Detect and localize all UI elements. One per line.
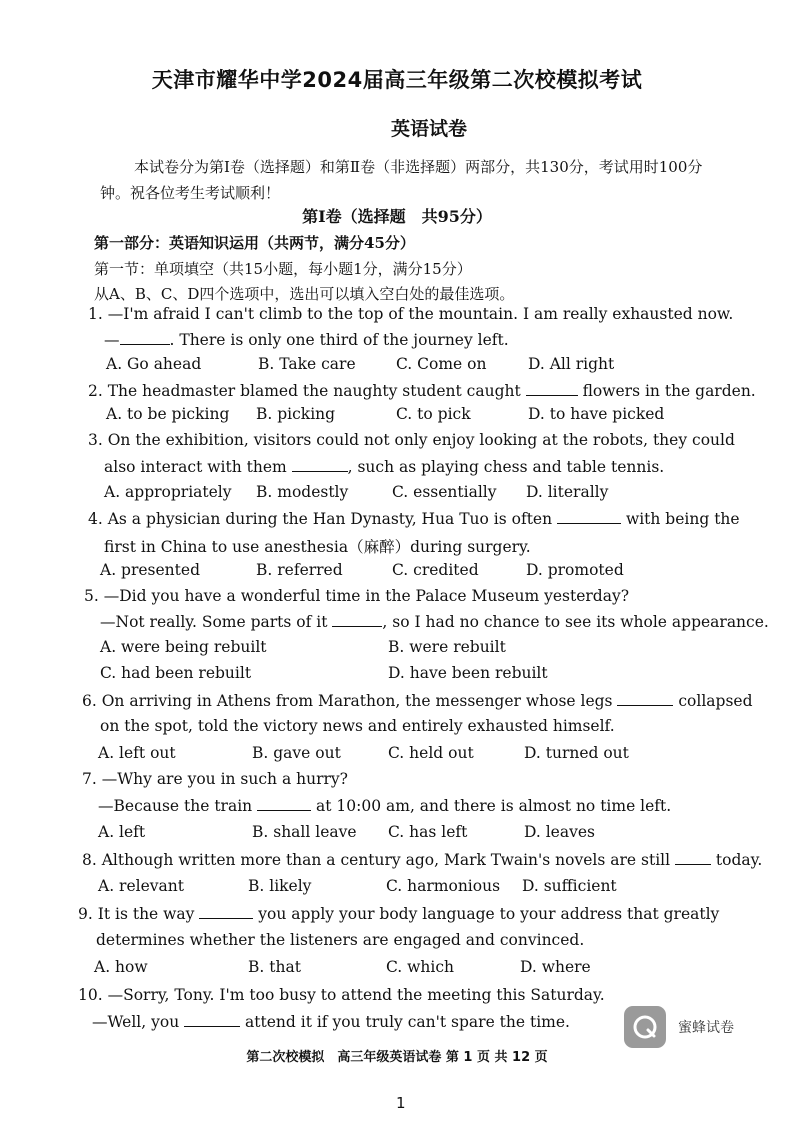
option-a: A. Go ahead: [106, 355, 202, 373]
exam-title: 天津市耀华中学2024届高三年级第二次校模拟考试: [151, 68, 643, 92]
answer-blank: [199, 904, 253, 919]
question-text: on the spot, told the victory news and entirely exhausted himself.: [100, 717, 615, 735]
answer-blank: [557, 509, 621, 524]
section-1-heading: 第一部分：英语知识运用（共两节，满分45分）: [94, 234, 415, 252]
answer-blank: [184, 1012, 240, 1027]
question-number: 1.: [88, 305, 108, 323]
question-5-line-2: [100, 612, 769, 631]
option-a: A. relevant: [98, 877, 184, 895]
question-text: determines whether the listeners are engaged and convinced.: [96, 931, 585, 949]
question-text: . There is only one third of the journey left.: [169, 331, 509, 349]
option-c: C. held out: [388, 744, 474, 762]
answer-blank: [617, 691, 673, 706]
question-text: flowers in the garden.: [577, 382, 756, 400]
question-text: attend it if you truly can't spare the time.: [240, 1013, 570, 1031]
answer-blank: [120, 330, 170, 345]
question-5-line-1: [84, 587, 629, 605]
option-c: C. harmonious: [386, 877, 501, 895]
option-d: D. sufficient: [522, 877, 617, 895]
question-text: On the exhibition, visitors could not only enjoy looking at the robots, they could: [107, 431, 735, 449]
question-text: —Sorry, Tony. I'm too busy to attend the meeting this Saturday.: [107, 986, 605, 1004]
question-3-line-1: [88, 431, 735, 449]
question-text: at 10:00 am, and there is almost no time left.: [311, 797, 672, 815]
question-text: The headmaster blamed the naughty student caught: [107, 382, 526, 400]
question-text: —Why are you in such a hurry?: [101, 770, 348, 788]
option-d: D. leaves: [524, 823, 595, 841]
option-d: D. have been rebuilt: [388, 664, 548, 682]
exam-subject: 英语试卷: [390, 118, 467, 140]
question-text: Although written more than a century ago, Mark Twain's novels are still: [101, 851, 675, 869]
question-text: —Not really. Some parts of it: [100, 613, 333, 631]
question-3-line-2: [104, 457, 664, 476]
option-b: B. likely: [248, 877, 312, 895]
question-text: you apply your body language to your address that greatly: [253, 905, 720, 923]
question-number: 6.: [82, 692, 102, 710]
answer-blank: [332, 612, 382, 627]
option-d: D. All right: [528, 355, 615, 373]
option-a: A. left: [98, 823, 146, 841]
question-text: collapsed: [673, 692, 753, 710]
question-6-line-2: [100, 717, 615, 735]
option-d: D. where: [520, 958, 591, 976]
answer-blank: [526, 381, 578, 396]
answer-blank: [257, 796, 311, 811]
option-c: C. credited: [392, 561, 479, 579]
watermark-text: 蜜蜂试卷: [678, 1020, 734, 1036]
question-number: 10.: [78, 986, 108, 1004]
question-2-line-1: [88, 381, 756, 400]
question-9-line-2: [96, 931, 584, 949]
option-c: C. had been rebuilt: [100, 664, 252, 682]
option-b: B. modestly: [256, 483, 349, 501]
question-number: 3.: [88, 431, 108, 449]
question-text: today.: [711, 851, 763, 869]
exam-intro: 本试卷分为第Ⅰ卷（选择题）和第Ⅱ卷（非选择题）两部分，共130分，考试用时100分钟。祝各位考生考试顺利！: [100, 158, 703, 202]
answer-blank: [675, 850, 711, 865]
question-4-line-2: [104, 535, 531, 557]
question-text: —I'm afraid I can't climb to the top of the mountain. I am really exhausted now.: [107, 305, 734, 323]
question-6-line-1: [82, 691, 753, 710]
question-1-line-2: [104, 330, 509, 349]
question-1-line-1: [88, 305, 733, 323]
option-a: A. to be picking: [106, 405, 230, 423]
question-text: —Because the train: [98, 797, 258, 815]
option-a: A. how: [94, 958, 148, 976]
option-a: A. presented: [100, 561, 200, 579]
question-number: 4.: [88, 510, 108, 528]
option-a: A. were being rebuilt: [100, 638, 267, 656]
question-number: 7.: [82, 770, 102, 788]
question-8-line-1: [82, 850, 762, 869]
question-number: 5.: [84, 587, 104, 605]
part-title: 第Ⅰ卷（选择题 共95分）: [302, 207, 492, 226]
option-d: D. turned out: [524, 744, 629, 762]
option-c: C. Come on: [396, 355, 487, 373]
question-number: 8.: [82, 851, 102, 869]
option-c: C. has left: [388, 823, 468, 841]
page-footer: 第二次校模拟 高三年级英语试卷 第 1 页 共 12 页: [246, 1050, 548, 1065]
option-b: B. picking: [256, 405, 336, 423]
option-d: D. literally: [526, 483, 609, 501]
instruction-text: 从A、B、C、D四个选项中，选出可以填入空白处的最佳选项。: [94, 285, 515, 303]
question-text: —: [104, 331, 120, 349]
question-text: , so I had no chance to see its whole appearance.: [382, 613, 769, 631]
question-text: —Did you have a wonderful time in the Palace Museum yesterday?: [103, 587, 630, 605]
question-text: , such as playing chess and table tennis.: [347, 458, 665, 476]
option-a: A. appropriately: [104, 483, 232, 501]
option-c: C. which: [386, 958, 455, 976]
option-d: D. promoted: [526, 561, 624, 579]
option-b: B. shall leave: [252, 823, 357, 841]
question-text: —Well, you: [92, 1013, 185, 1031]
option-b: B. referred: [256, 561, 343, 579]
option-c: C. essentially: [392, 483, 497, 501]
page-number: 1: [396, 1094, 406, 1112]
question-text: As a physician during the Han Dynasty, Hua Tuo is often: [107, 510, 558, 528]
question-text: with being the: [621, 510, 740, 528]
question-10-line-1: [78, 986, 605, 1004]
question-text: It is the way: [97, 905, 200, 923]
option-b: B. were rebuilt: [388, 638, 506, 656]
option-b: B. gave out: [252, 744, 341, 762]
question-7-line-1: [82, 770, 348, 788]
answer-blank: [292, 457, 348, 472]
question-text: also interact with them: [104, 458, 292, 476]
option-a: A. left out: [98, 744, 176, 762]
question-7-line-2: [98, 796, 671, 815]
option-c: C. to pick: [396, 405, 471, 423]
question-text: On arriving in Athens from Marathon, the messenger whose legs: [101, 692, 618, 710]
question-number: 9.: [78, 905, 98, 923]
watermark: [624, 1004, 754, 1050]
question-text: first in China to use anesthesia（麻醉）during surgery.: [104, 538, 531, 556]
bee-logo-icon: [624, 1006, 666, 1048]
option-d: D. to have picked: [528, 405, 665, 423]
section-2-heading: 第一节：单项填空（共15小题，每小题1分，满分15分）: [94, 260, 472, 278]
question-4-line-1: [88, 509, 740, 528]
question-9-line-1: [78, 904, 719, 923]
option-b: B. Take care: [258, 355, 356, 373]
question-number: 2.: [88, 382, 108, 400]
question-10-line-2: [92, 1012, 570, 1031]
option-b: B. that: [248, 958, 301, 976]
